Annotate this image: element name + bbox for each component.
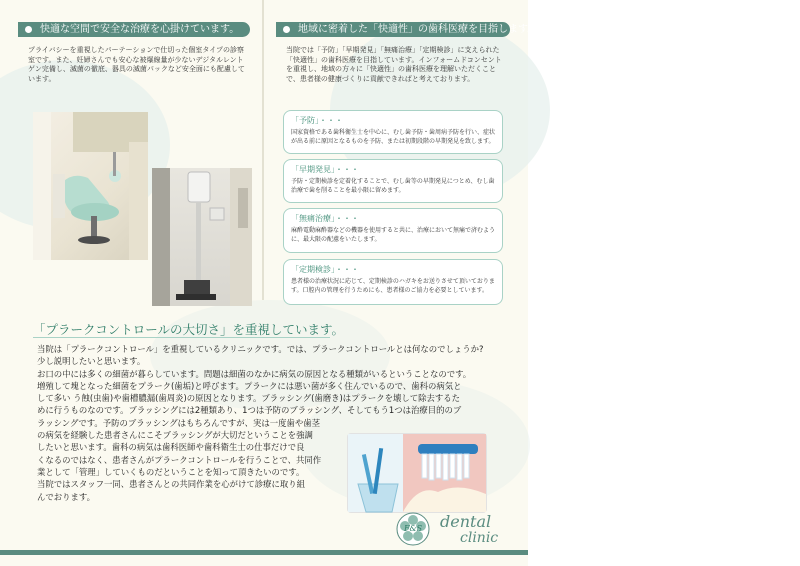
right-panel-heading: 地域に密着した「快適性」の歯科医療を目指します。 <box>276 22 510 37</box>
text-line: ラッシングです。予防のブラッシングはもちろんですが、実は一度歯や歯茎 <box>37 417 320 428</box>
text-line: 少し説明したいと思います。 <box>37 356 146 367</box>
text-line: の病気を経験した患者さんにこそブラッシングが大切だということを強調 <box>37 430 313 441</box>
card-title: 「予防」・・・ <box>291 116 343 125</box>
text-line: お口の中には多くの細菌が暮らしています。問題は細菌のなかに病気の原因となる種類がいるということなのです。 <box>37 368 472 379</box>
card-title: 「無痛治療」・・・ <box>291 214 359 223</box>
panel-fold-line <box>262 0 264 300</box>
text-line: して多い う蝕(虫歯)や歯槽膿漏(歯周炎)の原因となります。ブラッシング(歯磨き)はプラークを壊して除去するた <box>37 393 461 404</box>
card-title: 「早期発見」・・・ <box>291 165 359 174</box>
text-line: 業として「管理」していくものだということを知って頂きたいのです。 <box>37 466 305 477</box>
card-title: 「定期検診」・・・ <box>291 265 359 274</box>
card-painless-treatment <box>283 208 503 253</box>
toothbrush-illustration <box>348 434 486 512</box>
logo-monogram: F&S <box>404 524 423 533</box>
text-line: 当院は「プラークコントロール」を重視しているクリニックです。では、プラークコントロールとは何なのでしょうか? <box>37 344 484 354</box>
logo-clinic: clinic <box>460 530 499 546</box>
bottom-accent-bar <box>0 550 528 555</box>
card-body: 麻酔電動麻酔器などの機器を使用すると共に、治療において無痛で済むように、最大限の配慮をいたします。 <box>291 227 496 243</box>
card-checkup <box>283 259 503 305</box>
card-body: 患者様の治療状況に応じて、定期検診のハガキをお送りさせて頂いております。口腔内の管理を行うためにも、患者様のご協力を必要としています。 <box>291 278 495 294</box>
plaque-control-heading: 「プラークコントロールの大切さ」を重視しています。 <box>33 322 345 337</box>
text-line: 増殖して塊となった細菌をプラーク(歯垢)と呼びます。プラークには悪い菌が多く住んでいるので、歯科の病気と <box>37 380 462 391</box>
left-panel-heading: 快適な空間で安全な治療を心掛けています。 <box>18 22 250 37</box>
right-panel-intro: 当院では「予防」「早期発見」「無痛治療」「定期検診」に支えられた「快適性」の歯科医療を目指しています。インフォームドコンセントを重視し、地域の方々に「快適性」の歯科医療を理解いただくことで、患者様の健康づくりに貢献できればと考えております。 <box>286 46 502 83</box>
card-prevention <box>283 110 503 154</box>
text-line: したいと思います。歯科の病気は歯科医師や歯科衛生士の仕事だけで良 <box>37 442 305 453</box>
logo-dental: dental <box>440 512 492 531</box>
toothbrush-photo <box>347 433 487 513</box>
card-body: 国家資格である歯科衛生士を中心に、むし歯予防・歯周病予防を行い、症状が出る前に原因となるものを予防、または初期段階の早期発見を致します。 <box>291 129 496 145</box>
treatment-room-photo <box>33 112 148 260</box>
x-ray-room-photo <box>152 168 252 306</box>
text-line: 当院ではスタッフ一同、患者さんとの共同作業を心がけて診療に取り組 <box>37 479 305 490</box>
text-line: めに行うものなのです。ブラッシングには2種類あり、1つは予防のブラッシング、そしてもう1つは治療目的のブ <box>37 405 462 416</box>
card-body: 予防・定期検診を定着化することで、むし歯等の早期発見につとめ、むし歯治療で歯を削ることを最小限に留めます。 <box>291 178 495 194</box>
heading-underline <box>33 337 330 338</box>
left-panel-text: プライバシーを重視したパーテーションで仕切った個室タイプの診察室です。また、妊婦さんでも安心な被爆線量が少ないデジタルレントゲン完備し、滅菌の徹底、器具の滅菌パックなど安全面にも配慮しています。 <box>28 46 245 83</box>
text-line: んでおります。 <box>37 491 95 502</box>
card-early-detection <box>283 159 503 203</box>
text-line: くなるのではなく、患者さんがプラークコントロールを行うことで、共同作 <box>37 454 322 465</box>
x-ray-machine-illustration <box>152 168 252 306</box>
dental-chair-illustration <box>33 112 148 260</box>
